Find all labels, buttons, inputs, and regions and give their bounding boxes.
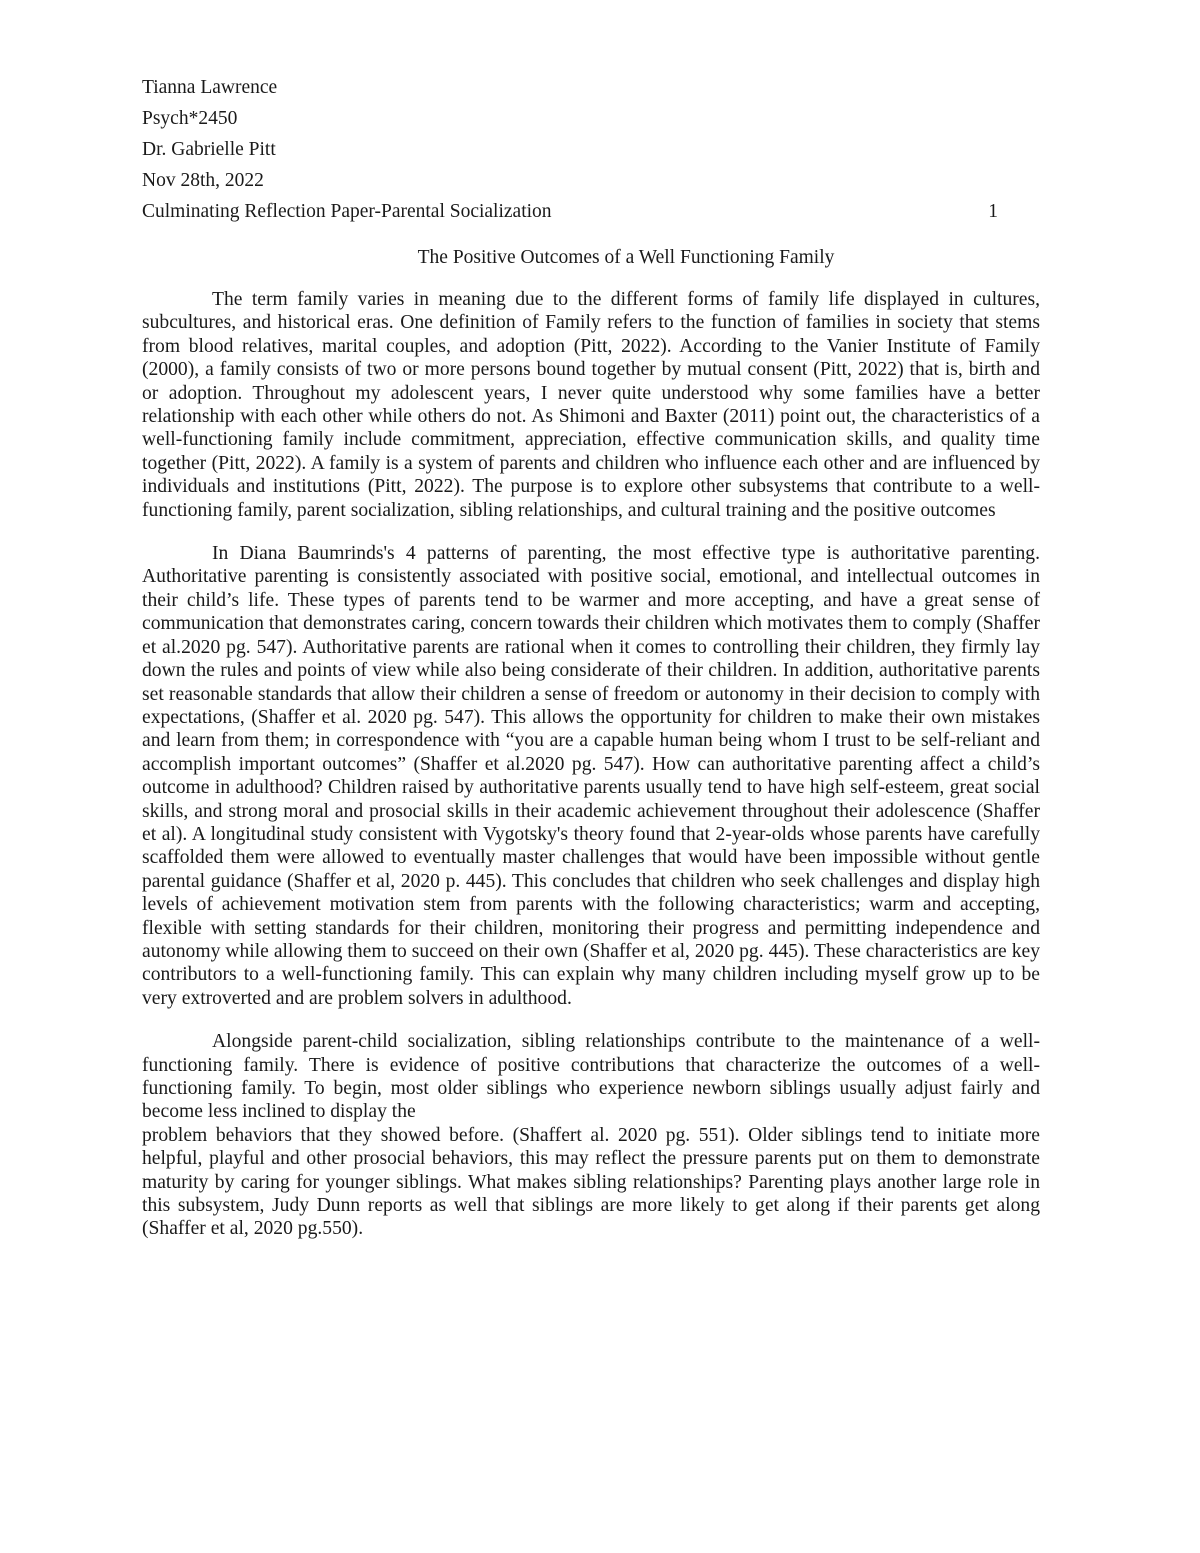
submission-date: Nov 28th, 2022 <box>142 170 264 191</box>
document-header <box>142 72 1002 227</box>
course-code: Psych*2450 <box>142 108 238 129</box>
paragraph-siblings-continuation: problem behaviors that they showed before. (Shaffert al. 2020 pg. 551). Older siblings tend to initiate more helpful, playful and other prosocial behaviors, this may reflect the pressure parents put on them to demonstrate maturity by caring for younger siblings. What makes sibling relationships? Parenting plays another large role in this subsystem, Judy Dunn reports as well that siblings are more likely to get along if their parents get along (Shaffer et al, 2020 pg.550). <box>142 1124 1040 1240</box>
running-title: Culminating Reflection Paper-Parental Socialization <box>142 201 552 222</box>
paragraph-parenting: In Diana Baumrinds's 4 patterns of parenting, the most effective type is authoritative parenting. Authoritative parenting is consistently associated with positive social, emotional, and intellectual outcomes in their child’s life. These types of parents tend to be warmer and more accepting, and have a great sense of communication that demonstrates caring, concern towards their children which motivates them to comply (Shaffer et al.2020 pg. 547). Authoritative parents are rational when it comes to controlling their children, they firmly lay down the rules and points of view while also being considerate of their children. In addition, authoritative parents set reasonable standards that allow their children a sense of freedom or autonomy in their decision to comply with expectations, (Shaffer et al. 2020 pg. 547). This allows the opportunity for children to make their own mistakes and learn from them; in correspondence with “you are a capable human being whom I trust to be self-reliant and accomplish important outcomes” (Shaffer et al.2020 pg. 547). How can authoritative parenting affect a child’s outcome in adulthood? Children raised by authoritative parents usually tend to have high self-esteem, great social skills, and strong moral and prosocial skills in their academic achievement throughout their adolescence (Shaffer et al). A longitudinal study consistent with Vygotsky's theory found that 2-year-olds whose parents have carefully scaffolded them were allowed to eventually master challenges that would have been impossible without gentle parental guidance (Shaffer et al, 2020 p. 445). This concludes that children who seek challenges and display high levels of achievement motivation stem from parents with the following characteristics; warm and accepting, flexible with setting standards for their children, monitoring their progress and permitting independence and autonomy while allowing them to succeed on their own (Shaffer et al, 2020 pg. 445). These characteristics are key contributors to a well-functioning family. This can explain why many children including myself grow up to be very extroverted and are problem solvers in adulthood. <box>142 543 1040 1009</box>
paper-title: The Positive Outcomes of a Well Functioning Family <box>417 247 835 268</box>
instructor-name: Dr. Gabrielle Pitt <box>142 139 276 160</box>
paragraph-siblings: Alongside parent-child socialization, sibling relationships contribute to the maintenance of a well-functioning family. There is evidence of positive contributions that characterize the outcomes of a well-functioning family. To begin, most older siblings who experience newborn siblings usually adjust fairly and become less inclined to display the <box>142 1031 1040 1123</box>
author-name: Tianna Lawrence <box>142 77 278 98</box>
paper-body <box>142 288 1040 1241</box>
page-number: 1 <box>988 201 998 222</box>
running-title-row <box>142 196 998 227</box>
paragraph-introduction: The term family varies in meaning due to the different forms of family life displayed in cultures, subcultures, and historical eras. One definition of Family refers to the function of families in society that stems from blood relatives, marital couples, and adoption (Pitt, 2022). According to the Vanier Institute of Family (2000), a family consists of two or more persons bound together by mutual consent (Pitt, 2022) that is, birth and or adoption. Throughout my adolescent years, I never quite understood why some families have a better relationship with each other while others do not. As Shimoni and Baxter (2011) point out, the characteristics of a well-functioning family include commitment, appreciation, effective communication skills, and quality time together (Pitt, 2022). A family is a system of parents and children who influence each other and are influenced by individuals and institutions (Pitt, 2022). The purpose is to explore other subsystems that contribute to a well-functioning family, parent socialization, sibling relationships, and cultural training and the positive outcomes <box>142 289 1040 521</box>
